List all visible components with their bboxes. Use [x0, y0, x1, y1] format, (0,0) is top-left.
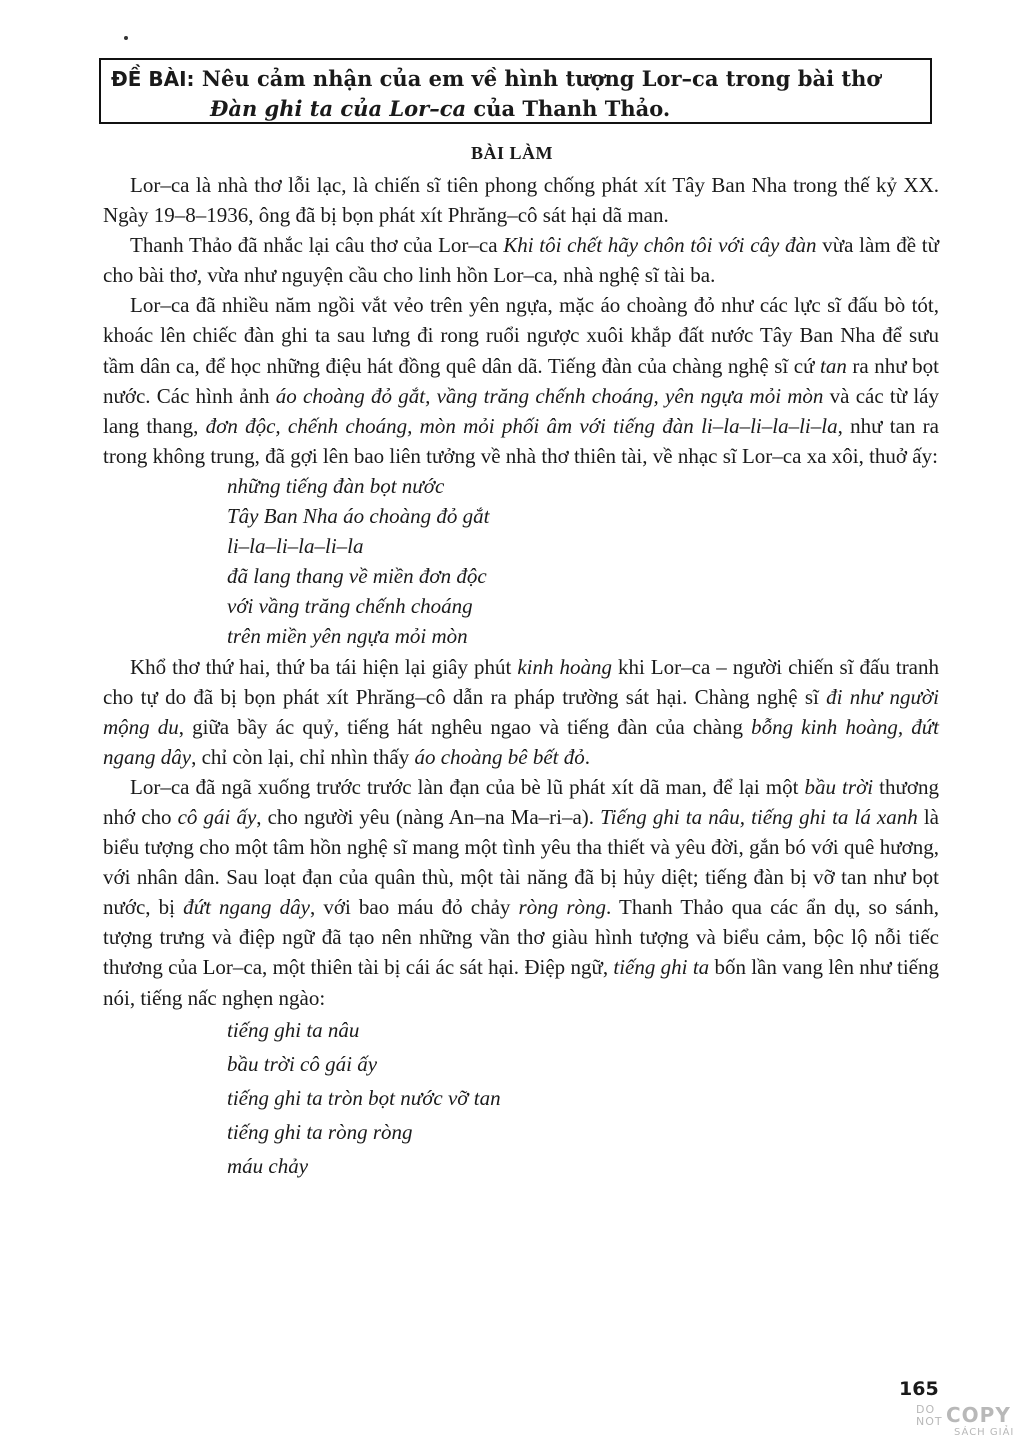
poem-line: máu chảy [227, 1153, 309, 1178]
topic-label: ĐỀ BÀI: [111, 67, 195, 91]
poem-line: tiếng ghi ta tròn bọt nước vỡ tan [227, 1085, 501, 1110]
poem-line: Tây Ban Nha áo choàng đỏ gắt [227, 504, 490, 529]
poem-line: đã lang thang về miền đơn độc [227, 564, 487, 589]
scan-dot [124, 36, 128, 40]
poem-line: bầu trời cô gái ấy [227, 1051, 378, 1076]
paragraph-2: Thanh Thảo đã nhắc lại câu thơ của Lor–ca Khi tôi chết hãy chôn tôi với cây đàn vừa làm đề từ cho bài thơ, vừa như nguyện cầu cho linh hồn Lor–ca, nhà nghệ sĩ tài ba. [103, 233, 940, 288]
watermark-logo: DO NOT COPY SÁCH GIẢI [916, 1403, 1015, 1438]
poem-line: tiếng ghi ta nâu [227, 1017, 360, 1042]
poem-line: những tiếng đàn bọt nước [227, 473, 445, 498]
poem-line: với vầng trăng chếnh choáng [227, 594, 473, 619]
poem-line: li–la–li–la–li–la [227, 534, 364, 559]
paragraph-4: Khổ thơ thứ hai, thứ ba tái hiện lại giây phút kinh hoàng khi Lor–ca – người chiến sĩ đấu tranh cho tự do đã bị bọn phát xít Phrăng–cô dẫn ra pháp trường sát hại. Chàng nghệ sĩ đi như người mộng du, giữa bầy ác quỷ, tiếng hát nghêu ngao và tiếng đàn của chàng bỗng kinh hoàng, đứt ngang dây, chỉ còn lại, chỉ nhìn thấy áo choàng bê bết đỏ. [103, 654, 940, 769]
paragraph-5: Lor–ca đã ngã xuống trước trước làn đạn của bè lũ phát xít dã man, để lại một bầu trời thương nhớ cho cô gái ấy, cho người yêu (nàng An–na Ma–ri–a). Tiếng ghi ta nâu, tiếng ghi ta lá xanh là biểu tượng cho một tâm hồn nghệ sĩ mang một tình yêu tha thiết và yêu đời, gắn bó với quê hương, với nhân dân. Sau loạt đạn của quân thù, một tài năng đã bị hủy diệt; tiếng đàn bị vỡ tan như bọt nước, bị đứt ngang dây, với bao máu đỏ chảy ròng ròng. Thanh Thảo qua các ẩn dụ, so sánh, tượng trưng và điệp ngữ đã tạo nên những vần thơ giàu hình tượng và biểu cảm, bộc lộ nỗi tiếc thương của Lor–ca, một thiên tài bị cái ác sát hại. Điệp ngữ, tiếng ghi ta bốn lần vang lên như tiếng nói, tiếng nấc nghẹn ngào: [103, 774, 940, 1010]
topic-box [99, 58, 932, 124]
paragraph-3: Lor–ca đã nhiều năm ngồi vắt vẻo trên yên ngựa, mặc áo choàng đỏ như các lực sĩ đấu bò tót, khoác lên chiếc đàn ghi ta sau lưng đi rong ruổi ngược xuôi khắp đất nước Tây Ban Nha để sưu tầm dân ca, để học những điệu hát đồng quê dân dã. Tiếng đàn của chàng nghệ sĩ cứ tan ra như bọt nước. Các hình ảnh áo choàng đỏ gắt, vầng trăng chếnh choáng, yên ngựa mỏi mòn và các từ láy lang thang, đơn độc, chếnh choáng, mòn mỏi phối âm với tiếng đàn li–la–li–la–li–la, như tan ra trong không trung, đã gợi lên bao liên tưởng về nhà thơ thiên tài, về nhạc sĩ Lor–ca xa xôi, thuở ấy: [103, 293, 940, 468]
paragraph-1: Lor–ca là nhà thơ lỗi lạc, là chiến sĩ tiên phong chống phát xít Tây Ban Nha trong thế kỷ XX. Ngày 19–8–1936, ông đã bị bọn phát xít Phrăng–cô sát hại dã man. [103, 173, 939, 228]
topic-line-2 [111, 94, 920, 124]
poem-excerpt-2 [103, 1013, 939, 1183]
topic-author: của Thanh Thảo. [466, 96, 671, 121]
topic-text: Nêu cảm nhận của em về hình tượng Lor–ca trong bài thơ [201, 66, 881, 91]
essay-body [103, 170, 939, 1183]
page-number: 165 [899, 1378, 939, 1400]
poem-title: Đàn ghi ta của Lor–ca [210, 96, 467, 121]
poem-line: tiếng ghi ta ròng ròng [227, 1119, 413, 1144]
poem-excerpt-1 [103, 471, 939, 652]
topic-line-1 [111, 64, 920, 94]
poem-line: trên miền yên ngựa mỏi mòn [227, 624, 468, 649]
section-heading: BÀI LÀM [470, 143, 553, 163]
